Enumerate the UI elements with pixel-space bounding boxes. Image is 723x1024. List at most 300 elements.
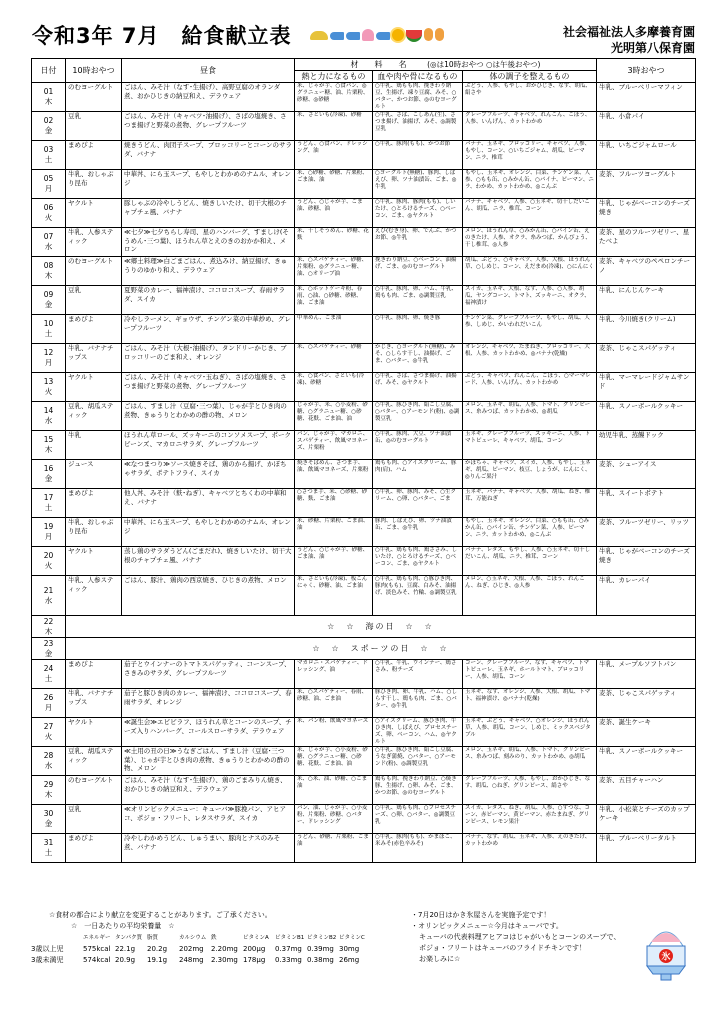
lunch-cell: ごはん、みそ汁（大根･油揚げ）、タンドリーかじき、ブロッコリーのごま和え、オレンジ — [122, 344, 295, 373]
header-date: 日付 — [32, 59, 66, 83]
date-cell — [32, 228, 66, 257]
lunch-cell: ≪オリンピックメニュー：キューバ≫豚挽パン、アヒアコ、ポジョ・フリート、レタスサラダ、スイカ — [122, 805, 295, 834]
header — [0, 0, 723, 60]
table-row — [32, 460, 696, 489]
header-snack10: 10時おやつ — [66, 59, 122, 83]
day-of-week: 火 — [44, 213, 53, 222]
organization — [563, 24, 695, 56]
table-row — [32, 489, 696, 518]
nutrition-value: 178μg — [243, 956, 266, 964]
heat-ingredients-cell: うどん、○食パン、ドレッシング、油 — [295, 141, 373, 170]
day-of-week: 木 — [44, 445, 53, 454]
header-ingredients-note: (◎は10時おやつ ○は午後おやつ) — [427, 60, 541, 69]
day-of-week: 月 — [44, 703, 53, 712]
blood-ingredients-cell: ○アイスクリーム、豚ひき肉、牛ひき肉、しばえび、プロセスチーズ、卵、ベーコン、ハム、◎ヤクルト — [373, 718, 463, 747]
table-row — [32, 141, 696, 170]
nutrition-value: 248mg — [179, 956, 204, 964]
day-of-week: 金 — [44, 648, 53, 658]
snack10-cell: ジュース — [66, 460, 122, 489]
body-ingredients-cell: 胡瓜、ぶどう、○キャベツ、人参、大根、ほうれん草、○しめじ、コーン、えだまめ(冷凍)、○にんにく — [463, 257, 597, 286]
day-number: 23 — [43, 638, 54, 648]
table-row — [32, 834, 696, 863]
holiday-cell: ☆ ☆ 海の日 ☆ ☆ — [66, 616, 696, 638]
day-number: 21 — [43, 585, 54, 595]
snack3-cell: 牛乳、小倉パイ — [597, 112, 696, 141]
lunch-cell: ≪郷土料理≫白ごまごはん、煮込みけ、納豆揚げ、きゅうりのゆかり和え、デラウェア — [122, 257, 295, 286]
day-number: 03 — [43, 145, 54, 154]
day-of-week: 火 — [44, 561, 53, 570]
nutrition-value: ビタミンB1 — [275, 935, 305, 941]
table-row — [32, 638, 696, 660]
nutrition-value: 30mg — [339, 945, 360, 953]
day-of-week: 水 — [44, 595, 53, 605]
heat-ingredients-cell: パン、油、じゃが芋、○小麦粉、片栗粉、砂糖、○バター、ドレッシング — [295, 805, 373, 834]
blood-ingredients-cell: ○牛乳、豚ひき肉、絹ごし豆腐、○バター、○アーモンド(粉)、◎調製豆乳 — [373, 402, 463, 431]
heat-ingredients-cell: 米、○スパゲティー、砂糖、片栗粉、◎グラニュー糖、油、○オリーブ油 — [295, 257, 373, 286]
heat-ingredients-cell: パン、じゃが芋、マカロニ、スパゲティー、飲風マヨネーズ、片栗粉 — [295, 431, 373, 460]
day-number: 29 — [43, 780, 54, 789]
table-row — [32, 83, 696, 112]
lunch-cell: ごはん、みそ汁（なす･生揚げ）、鶏のごまみりん焼き、おかひじきの納豆和え、デラウェア — [122, 776, 295, 805]
date-cell — [32, 616, 66, 638]
nutrition-value: カルシウム — [179, 935, 207, 941]
nutrition-value: 19.1g — [147, 956, 168, 964]
heat-ingredients-cell: うどん、○じゃが芋、砂糖、ごま油、油 — [295, 547, 373, 576]
menu-table — [31, 58, 696, 863]
heat-ingredients-cell: 米、砂糖、片栗粉、ごま油、油 — [295, 518, 373, 547]
lunch-cell: ごはん、みそ汁（キャベツ･油揚げ）、さばの塩焼き、さつま揚げと野菜の煮物、グレープフルーツ — [122, 112, 295, 141]
blood-ingredients-cell: ○牛乳、豚ひき肉、絹ごし豆腐、うなぎ蒲焼、○バター、○アーモンド(粉)、◎調製豆乳 — [373, 747, 463, 776]
snack10-cell: のむヨーグルト — [66, 257, 122, 286]
table-row — [32, 199, 696, 228]
day-of-week: 金 — [44, 126, 53, 135]
table-row — [32, 315, 696, 344]
heat-ingredients-cell: 焼きそばめん、さつま芋、油、飲風マヨネーズ、片栗粉 — [295, 460, 373, 489]
nutrition-row-age3 — [31, 944, 406, 955]
snack3-cell: 牛乳、じゃがベーコンのチーズ焼き — [597, 547, 696, 576]
body-ingredients-cell: メロン、ほうれん草、○みかん缶、○パイン缶、えのきたけ、人参、オクラ、糸みつば、かんぴょう、干し椎茸、◎人参 — [463, 228, 597, 257]
snack3-cell: 牛乳、マーマレードジャムサンド — [597, 373, 696, 402]
header-ingredients — [295, 59, 597, 71]
date-cell — [32, 286, 66, 315]
blood-ingredients-cell: ○牛乳、卵、豚肉、みそ、○生クリーム、○卵、○バター、ごま — [373, 489, 463, 518]
snack3-cell: 牛乳、じゃがベーコンのチーズ焼き — [597, 199, 696, 228]
heat-ingredients-cell: うどん、砂糖、片栗粉、ごま油 — [295, 834, 373, 863]
day-of-week: 木 — [44, 97, 53, 106]
heat-ingredients-cell: じゃが芋、米、○小麦粉、砂糖、○グラニュー糖、○砂糖、花麩、ごま油、油 — [295, 402, 373, 431]
snack10-cell: 豆乳 — [66, 112, 122, 141]
lunch-cell: 中華丼、にら玉スープ、もやしとわかめのナムル、オレンジ — [122, 170, 295, 199]
header-body: 体の調子を整えるもの — [463, 71, 597, 83]
snack3-cell: 麦茶、フルーツゼリー、リッツ — [597, 518, 696, 547]
nutrition-value: 22.1g — [115, 945, 136, 953]
heat-ingredients-cell: 米、パン粉、飲風マヨネーズ — [295, 718, 373, 747]
snack3-cell: 幼児牛乳、蒸饅ドック — [597, 431, 696, 460]
day-number: 08 — [43, 261, 54, 270]
date-cell — [32, 518, 66, 547]
snack3-cell: 麦茶、誕生ケーキ — [597, 718, 696, 747]
blood-ingredients-cell: ○牛乳、豚肉、豚肉(もも)、しいたけ、○とろけるチーズ、○ベーコン、ごま、◎ヤクルト — [373, 199, 463, 228]
day-number: 16 — [43, 464, 54, 473]
day-number: 31 — [43, 838, 54, 847]
body-ingredients-cell: オレンジ、キャベツ、たまねぎ、ブロッコリー、大根、人参、カットわかめ、◎バナナ(乾燥) — [463, 344, 597, 373]
blood-ingredients-cell: ○牛乳、豚肉、卵、ハム、牛乳、鶏もも肉、ごま、◎調製豆乳 — [373, 286, 463, 315]
organization-name: 社会福祉法人多摩養育園 — [562, 25, 695, 39]
blood-ingredients-cell: ○牛乳、豚肉、卵、焼き豚 — [373, 315, 463, 344]
day-of-week: 土 — [44, 848, 53, 857]
nutrition-value: 0.38mg — [307, 956, 334, 964]
snack10-cell: 牛乳、おしゃぶり昆布 — [66, 170, 122, 199]
snack10-cell: 豆乳 — [66, 805, 122, 834]
watermelon-icon — [406, 30, 422, 42]
blood-ingredients-cell: 鶏もも肉、○アイスクリーム、豚肉(肩)、ハム — [373, 460, 463, 489]
announcement-detail-2: ポジョ・フリートはキューバのフライドチキンです！ — [419, 944, 586, 952]
heat-ingredients-cell: 米、さといも(冷凍)、板こんにゃく、砂糖、油、ごま油 — [295, 576, 373, 616]
body-ingredients-cell: スイカ、レタス、ねぎ、胡瓜、人参、○すつな、コーン、赤ピーマン、黄ピーマン、赤たまねぎ、グリンピース、レモン果汁 — [463, 805, 597, 834]
nutrition-title: ☆ 一日あたりの平均栄養量 ☆ — [71, 922, 175, 930]
snack10-cell: まめぴよ — [66, 141, 122, 170]
snack3-cell: 麦茶、フルーツヨーグルト — [597, 170, 696, 199]
heat-ingredients-cell: 米、○米、油、砂糖、○ごま油 — [295, 776, 373, 805]
date-cell — [32, 747, 66, 776]
day-number: 06 — [43, 203, 54, 212]
snack10-cell: まめぴよ — [66, 660, 122, 689]
day-of-week: 水 — [44, 242, 53, 251]
shaved-ice-icon — [639, 912, 693, 984]
date-cell — [32, 402, 66, 431]
body-ingredients-cell: 玉ネギ、なす、オレンジ、人参、大根、胡瓜、トマト、福神漬け、◎バナナ(乾燥) — [463, 689, 597, 718]
blood-ingredients-cell: ○牛乳、鶏もも肉、挽きわり納豆、生揚げ、凍り豆腐、みそ、○バター、かつお節、◎のむヨーグルト — [373, 83, 463, 112]
snack10-cell: のむヨーグルト — [66, 776, 122, 805]
day-number: 09 — [43, 290, 54, 299]
heat-ingredients-cell: ○さつま芋、米、○砂糖、砂糖、麩、ごま油 — [295, 489, 373, 518]
day-of-week: 木 — [44, 790, 53, 799]
date-cell — [32, 112, 66, 141]
body-ingredients-cell: ぶどう、キャベツ、れんこん、ごぼう、○マーマレード、人参、いんげん、カットわかめ — [463, 373, 597, 402]
blood-ingredients-cell: ○牛乳、さば、さつま揚げ、油揚げ、みそ、◎ヤクルト — [373, 373, 463, 402]
snack10-cell: 牛乳、人参スティック — [66, 576, 122, 616]
nutrition-value: 574kcal — [83, 956, 111, 964]
table-row — [32, 576, 696, 616]
date-cell — [32, 141, 66, 170]
table-row — [32, 776, 696, 805]
nutrition-row-under3 — [31, 955, 406, 966]
day-of-week: 月 — [44, 184, 53, 193]
snack3-cell: 牛乳、メープルソフトパン — [597, 660, 696, 689]
nutrition-value: 2.30mg — [211, 956, 238, 964]
snack10-cell: まめぴよ — [66, 489, 122, 518]
sandal-icon — [435, 28, 444, 41]
day-number: 07 — [43, 232, 54, 241]
table-row — [32, 747, 696, 776]
table-row — [32, 547, 696, 576]
date-cell — [32, 199, 66, 228]
body-ingredients-cell: もやし、玉ネギ、オレンジ、白菜、○もも缶、○みかん缶、○パイン缶、チンゲン菜、人参、ピーマン、ニラ、カットわかめ、◎こんぶ — [463, 518, 597, 547]
holiday-cell: ☆ ☆ スポーツの日 ☆ ☆ — [66, 638, 696, 660]
day-of-week: 土 — [44, 329, 53, 338]
day-number: 02 — [43, 116, 54, 125]
blood-ingredients-cell: 豚肉、しばえび、卵、ツナ油漬缶、ごま、◎牛乳 — [373, 518, 463, 547]
body-ingredients-cell: バナナ、玉ネギ、ブロッコリー、キャベツ、人参、もやし、コーン、○いちごジャム、胡瓜、ピーマン、ニラ、椎茸 — [463, 141, 597, 170]
body-ingredients-cell: 玉ネギ、グレープフルーツ、ズッキーニ、人参、トマトピューレ、キャベツ、胡瓜、コーン — [463, 431, 597, 460]
heat-ingredients-cell: 米、○スパゲティー、春雨、砂糖、油、ごま油 — [295, 689, 373, 718]
lunch-cell: 茄子とウインナーのトマトスパゲッティ、コーンスープ、さきみのサラダ、グレープフルーツ — [122, 660, 295, 689]
snack3-cell: 麦茶、キャベツのペペロンチーノ — [597, 257, 696, 286]
lunch-cell: 冷やしわかめうどん、しゅうまい、豚肉とナスのみそ煮、バナナ — [122, 834, 295, 863]
day-of-week: 木 — [44, 271, 53, 280]
day-number: 19 — [43, 522, 54, 531]
snack10-cell: 豆乳、胡瓜スティック — [66, 747, 122, 776]
table-row — [32, 402, 696, 431]
table-row — [32, 718, 696, 747]
nutrition-value: ビタミンA — [243, 935, 269, 941]
nutrition-value: 202mg — [179, 945, 204, 953]
table-row — [32, 689, 696, 718]
date-cell — [32, 170, 66, 199]
snack3-cell: 牛乳、ブルーベリータルト — [597, 834, 696, 863]
footer — [31, 910, 695, 1020]
day-of-week: 木 — [44, 626, 53, 636]
nursery-name: 光明第八保育園 — [610, 41, 695, 55]
snack3-cell: 牛乳、今川焼き(クリーム) — [597, 315, 696, 344]
snack3-cell: 牛乳、スノーボールクッキー — [597, 747, 696, 776]
day-of-week: 金 — [44, 300, 53, 309]
body-ingredients-cell: バナナ、レタス、もやし、人参、○玉ネギ、切干しだいこん、胡瓜、ニラ、椎茸、コーン — [463, 547, 597, 576]
table-row — [32, 805, 696, 834]
lunch-cell: ≪誕生会≫エビピラフ、ほうれん草とコーンのスープ、チーズ入りハンバーグ、コールスローサラダ、デラウェア — [122, 718, 295, 747]
nutrition-label: 3歳未満児 — [31, 956, 64, 964]
shell-icon — [362, 29, 374, 41]
snack3-cell: 牛乳、小松菜とチーズのカップケーキ — [597, 805, 696, 834]
nutrition-value: 2.20mg — [211, 945, 238, 953]
snack10-cell: まめぴよ — [66, 834, 122, 863]
date-cell — [32, 547, 66, 576]
nutrition-value: 0.39mg — [307, 945, 334, 953]
body-ingredients-cell: 玉ネギ、ぶどう、キャベツ、○オレンジ、ほうれん草、人参、胡瓜、コーン、しめじ、ミックスベジタブル — [463, 718, 597, 747]
snack10-cell: 牛乳、バナナチップス — [66, 689, 122, 718]
date-cell — [32, 431, 66, 460]
day-of-week: 金 — [44, 474, 53, 483]
lunch-cell: 冷やしラーメン、ギョウザ、チンゲン菜の中華炒め、グレープフルーツ — [122, 315, 295, 344]
heat-ingredients-cell: 米、さといも(冷凍)、砂糖 — [295, 112, 373, 141]
date-cell — [32, 257, 66, 286]
day-of-week: 月 — [44, 358, 53, 367]
day-of-week: 土 — [44, 674, 53, 683]
heat-ingredients-cell: 米、○食パン、さといも(冷凍)、砂糖 — [295, 373, 373, 402]
date-cell — [32, 689, 66, 718]
lunch-cell: ごはん、豚汁、鶏肉の西京焼き、ひじきの煮物、メロン — [122, 576, 295, 616]
day-number: 12 — [43, 348, 54, 357]
nutrition-value: 0.33mg — [275, 956, 302, 964]
lunch-cell: 豚しゃぶの冷やしうどん、焼きしいたけ、切干大根のチャプチェ風、バナナ — [122, 199, 295, 228]
snack10-cell: ヤクルト — [66, 373, 122, 402]
body-ingredients-cell: バナナ、なす、胡瓜、玉ネギ、人参、えのきたけ、カットわかめ — [463, 834, 597, 863]
table-row — [32, 373, 696, 402]
snack3-cell: 牛乳、いちごジャムロール — [597, 141, 696, 170]
day-of-week: 火 — [44, 387, 53, 396]
nutrition-headers — [31, 932, 406, 944]
body-ingredients-cell: グレープフルーツ、キャベツ、れんこん、ごぼう、人参、いんげん、カットわかめ — [463, 112, 597, 141]
footer-announcements — [411, 910, 631, 965]
lunch-cell: 焼きうどん、肉団子スープ、ブロッコリーとコーンのサラダ、バナナ — [122, 141, 295, 170]
nutrition-value: 0.37mg — [275, 945, 302, 953]
heat-ingredients-cell: 米、干しそうめん、砂糖、花麩 — [295, 228, 373, 257]
snack10-cell: ヤクルト — [66, 718, 122, 747]
blood-ingredients-cell: 豚ひき肉、卵、牛乳、ハム、○しらす干し、鶏もも肉、ごま、○バター、◎牛乳 — [373, 689, 463, 718]
nutrition-value: タンパク質 — [115, 935, 143, 941]
snack10-cell: ヤクルト — [66, 199, 122, 228]
blood-ingredients-cell: えび(むき身)、卵、でんぶ、かつお節、◎牛乳 — [373, 228, 463, 257]
lunch-cell: 中華丼、にら玉スープ、もやしとわかめのナムル、オレンジ — [122, 518, 295, 547]
day-number: 10 — [43, 319, 54, 328]
body-ingredients-cell: かぼちゃ、キャベツ、スイカ、人参、もやし、玉ネギ、胡瓜、ピーマン、枝豆、しょうが、にんにく、◎りんご果汁 — [463, 460, 597, 489]
snack3-cell: 牛乳、スノーボールクッキー — [597, 402, 696, 431]
body-ingredients-cell: ぶどう、人参、もやし、おかひじき、なす、胡瓜、絹さや — [463, 83, 597, 112]
heat-ingredients-cell: 米、じゃが芋、○食パン、◎グラニュー糖、油、片栗粉、砂糖、◎砂糖 — [295, 83, 373, 112]
snack3-cell: 麦茶、星のフルーツゼリー、星たべよ — [597, 228, 696, 257]
announcement-closing: お楽しみに☆ — [419, 955, 461, 963]
table-row — [32, 616, 696, 638]
snack10-cell: 豆乳 — [66, 286, 122, 315]
snack10-cell: のむヨーグルト — [66, 83, 122, 112]
lunch-cell: 茄子と豚ひき肉のカレー、福神漬け、ココロコスープ、春雨サラダ、オレンジ — [122, 689, 295, 718]
snack3-cell: 牛乳、ブルーベリーマフィン — [597, 83, 696, 112]
date-cell — [32, 638, 66, 660]
heat-ingredients-cell: 中華めん、ごま油 — [295, 315, 373, 344]
change-notice: ☆食材の都合により献立を変更することがあります。ご了承ください。 — [49, 911, 272, 919]
date-cell — [32, 576, 66, 616]
fish-icon — [346, 32, 360, 40]
blood-ingredients-cell: ○牛乳、牛乳、ウインナー、鶏ささみ、粉チーズ — [373, 660, 463, 689]
day-of-week: 火 — [44, 732, 53, 741]
snack10-cell: まめぴよ — [66, 315, 122, 344]
blood-ingredients-cell: 鶏もも肉、挽きわり納豆、○焼き豚、生揚げ、○卵、みそ、ごま、かつお節、◎のむヨーグルト — [373, 776, 463, 805]
blood-ingredients-cell: ○牛乳、鶏もも肉、○豚ひき肉、豚肉(もも)、豆腐、白みそ、油揚げ、淡色みそ、竹輪、◎調製豆乳 — [373, 576, 463, 616]
nutrition-value: ビタミンB2 — [307, 935, 337, 941]
table-row — [32, 257, 696, 286]
date-cell — [32, 83, 66, 112]
body-ingredients-cell: チンゲン菜、グレープフルーツ、もやし、胡瓜、人参、しめじ、かいわれだいこん — [463, 315, 597, 344]
day-number: 30 — [43, 809, 54, 818]
lunch-cell: ほうれん草ロール、ズッキーニのコンソメスープ、ポークビーンズ、マカロニサラダ、グレープフルーツ — [122, 431, 295, 460]
nutrition-label: 3歳以上児 — [31, 945, 64, 953]
day-number: 22 — [43, 616, 54, 626]
lunch-cell: 蒸し鶏のサラダうどん(ごまだれ)、焼きしいたけ、切干大根のチャプチェ風、バナナ — [122, 547, 295, 576]
date-cell — [32, 373, 66, 402]
snack3-cell: 牛乳、スイートポテト — [597, 489, 696, 518]
heat-ingredients-cell: 米、○ホットケーキ粉、春雨、○油、○砂糖、砂糖、油、ごま油 — [295, 286, 373, 315]
decoration-strip — [310, 26, 444, 42]
table-row — [32, 660, 696, 689]
day-number: 24 — [43, 664, 54, 673]
nutrition-value: 鉄 — [211, 935, 217, 941]
table-row — [32, 228, 696, 257]
nutrition-value: 20.9g — [115, 956, 136, 964]
body-ingredients-cell: もやし、玉ネギ、オレンジ、白菜、チンゲン菜、人参、○もも缶、○みかん缶、○パイナ、ピーマン、ニラ、わかめ、カットわかめ、◎こんぶ — [463, 170, 597, 199]
snack10-cell: ヤクルト — [66, 547, 122, 576]
snack3-cell: 麦茶、五目チャーハン — [597, 776, 696, 805]
header-ingredients-label: 材 料 名 — [350, 60, 407, 69]
footer-notes — [31, 910, 406, 966]
sandal-icon — [424, 28, 433, 41]
date-cell — [32, 776, 66, 805]
heat-ingredients-cell: うどん、○じゃが芋、ごま油、砂糖、油 — [295, 199, 373, 228]
day-number: 27 — [43, 722, 54, 731]
header-heat: 熱と力になるもの — [295, 71, 373, 83]
snack3-cell: 麦茶、シューアイス — [597, 460, 696, 489]
blood-ingredients-cell: 挽きわり納豆、○ベーコン、油揚げ、ごま、◎のむヨーグルト — [373, 257, 463, 286]
body-ingredients-cell: コーン、グレープフルーツ、なす、キャベツ、トマトピューレ、玉ネギ、ホールトマト、ブロッコリー、人参、胡瓜、コーン — [463, 660, 597, 689]
day-number: 28 — [43, 751, 54, 760]
snack10-cell: 牛乳、人参スティック — [66, 228, 122, 257]
day-number: 14 — [43, 406, 54, 415]
blood-ingredients-cell: ○牛乳、豚肉、大豆、ツナ油漬缶、◎のむヨーグルト — [373, 431, 463, 460]
lunch-cell: 夏野菜のカレー、福神漬け、ココロコスープ、春雨サラダ、スイカ — [122, 286, 295, 315]
heat-ingredients-cell: マカロニ・スパゲティー、ドレッシング、油 — [295, 660, 373, 689]
nutrition-value: 脂質 — [147, 935, 159, 941]
day-number: 13 — [43, 377, 54, 386]
announcement-detail-1: キューバの代表料理アヒアコはじゃがいもとコーンのスープで、 — [419, 933, 621, 941]
date-cell — [32, 805, 66, 834]
date-cell — [32, 344, 66, 373]
header-snack3: 3時おやつ — [597, 59, 696, 83]
blood-ingredients-cell: ○ヨーグルト(無糖)、豚肉、しばえび、卵、ツナ油漬缶、ごま、◎牛乳 — [373, 170, 463, 199]
snack10-cell: 牛乳 — [66, 431, 122, 460]
snack3-cell: 麦茶、じゃこスパゲッティ — [597, 344, 696, 373]
day-of-week: 水 — [44, 761, 53, 770]
body-ingredients-cell: バナナ、キャベツ、人参、○玉ネギ、切干しだいこん、胡瓜、ニラ、椎茸、コーン — [463, 199, 597, 228]
header-blood: 血や肉や骨になるもの — [373, 71, 463, 83]
nutrition-value: 200μg — [243, 945, 266, 953]
day-of-week: 月 — [44, 532, 53, 541]
lunch-cell: ごはん、みそ汁（なす･生揚げ）、高野豆腐のオランダ煮、おかひじきの納豆和え、デラウェア — [122, 83, 295, 112]
header-lunch: 昼食 — [122, 59, 295, 83]
date-cell — [32, 489, 66, 518]
table-row — [32, 431, 696, 460]
body-ingredients-cell: メロン、○玉ネギ、大根、人参、ごぼう、れんこん、ねぎ、ひじき、◎人参 — [463, 576, 597, 616]
fish-icon — [330, 32, 344, 40]
body-ingredients-cell: スイカ、玉ネギ、大根、なす、人参、○人参、胡瓜、ヤングコーン、トマト、ズッキーニ、オクラ、福神漬け — [463, 286, 597, 315]
heat-ingredients-cell: 米、じゃが芋、○小麦粉、砂糖、○グラニュー糖、○砂糖、花麩、ごま油、油 — [295, 747, 373, 776]
nutrition-value: 26mg — [339, 956, 360, 964]
day-of-week: 土 — [44, 155, 53, 164]
snack3-cell: 麦茶、じゃこスパゲッティ — [597, 689, 696, 718]
straw-hat-icon — [310, 31, 328, 40]
blood-ingredients-cell: ○牛乳、豚肉(もも)、かつお節 — [373, 141, 463, 170]
lunch-cell: 他人丼、みそ汁（麩･ねぎ）、キャベツとちくわの中華和え、バナナ — [122, 489, 295, 518]
body-ingredients-cell: グレープフルーツ、人参、もやし、おかひじき、なす、胡瓜、○ねぎ、グリンピース、絹さや — [463, 776, 597, 805]
snack10-cell: 牛乳、おしゃぶり昆布 — [66, 518, 122, 547]
nutrition-value: エネルギー — [83, 935, 111, 941]
day-of-week: 水 — [44, 416, 53, 425]
day-number: 15 — [43, 435, 54, 444]
blood-ingredients-cell: かじき、○ヨーグルト(無糖)、みそ、○しらす干し、油揚げ、ごま、○バター、◎牛乳 — [373, 344, 463, 373]
body-ingredients-cell: メロン、玉ネギ、胡瓜、人参、トマト、グリンピース、糸みつば、カットわかめ、◎胡瓜 — [463, 402, 597, 431]
date-cell — [32, 660, 66, 689]
announcement-kakigori: ・7月20日はかき氷屋さんを実施予定です！ — [411, 911, 551, 919]
day-number: 05 — [43, 174, 54, 183]
sun-icon — [392, 29, 404, 41]
body-ingredients-cell: 玉ネギ、バナナ、キャベツ、人参、胡瓜、ねぎ、椎茸、万能ねぎ — [463, 489, 597, 518]
snack3-cell: 牛乳、カレーパイ — [597, 576, 696, 616]
table-row — [32, 112, 696, 141]
kakigori-label: 氷 — [661, 952, 671, 963]
day-number: 17 — [43, 493, 54, 502]
page-title: 令和3年 7月 給食献立表 — [32, 24, 292, 48]
snack10-cell: 豆乳、胡瓜スティック — [66, 402, 122, 431]
nutrition-value: ビタミンC — [339, 935, 365, 941]
lunch-cell: ≪土用の丑の日≫うなぎごはん、すまし汁（豆腐･三つ葉）、じゃが芋とひき肉の煮物、きゅうりとわかめの酢の物、メロン — [122, 747, 295, 776]
